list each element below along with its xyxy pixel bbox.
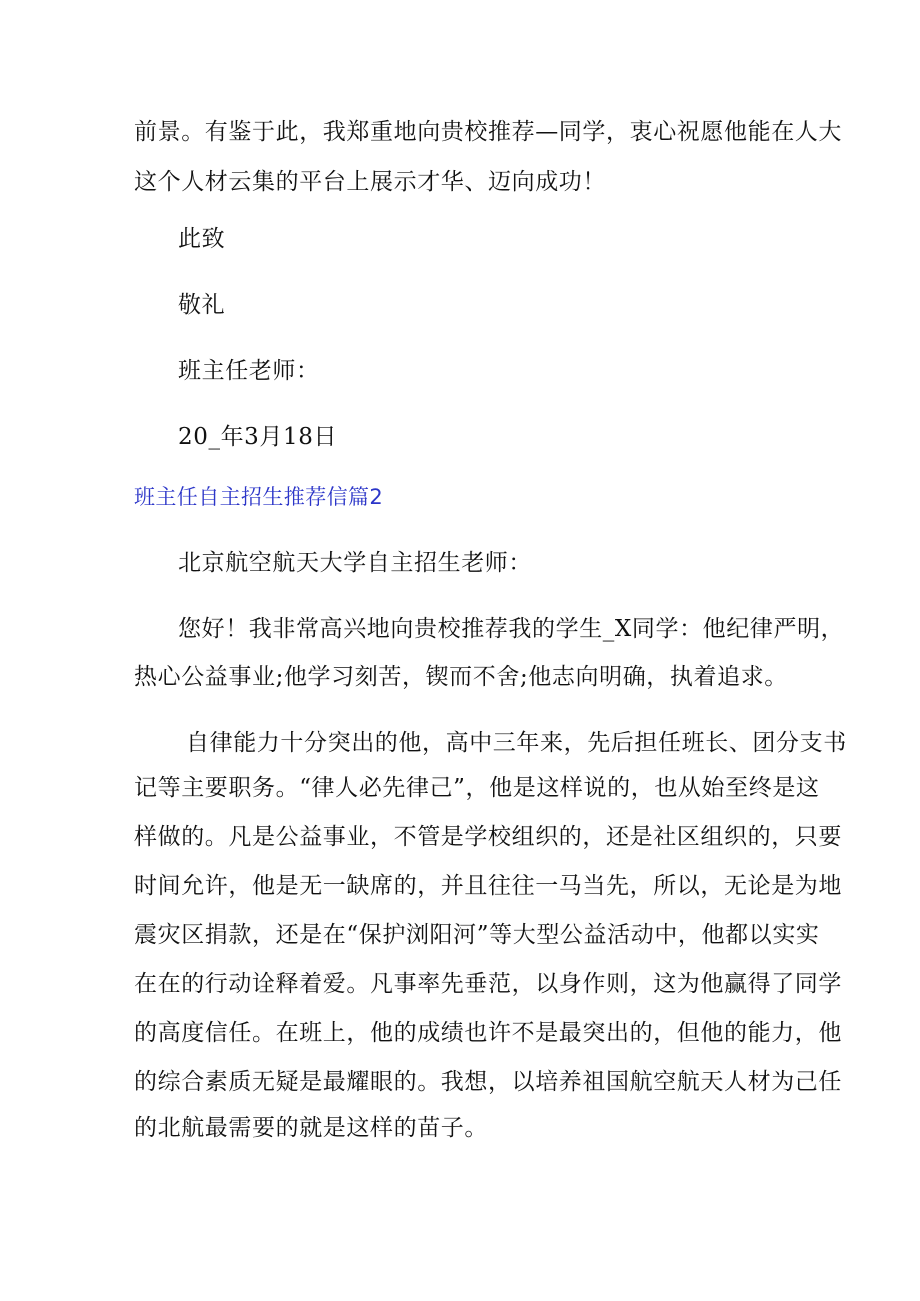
para2-line-2: 记等主要职务。“律人必先律己”，他是这样说的，也从始至终是这 [134, 775, 820, 801]
para2-line-5: 震灾区捐款，还是在“保护浏阳河”等大型公益活动中，他都以实实 [134, 922, 820, 948]
salutation-ci-zhi: 此致 [178, 226, 226, 252]
section-heading: 班主任自主招生推荐信篇2 [134, 485, 384, 509]
letter-date: 20_年3月18日 [178, 424, 338, 450]
para2-line-9: 的北航最需要的就是这样的苗子。 [134, 1115, 488, 1141]
para2-line-7: 的高度信任。在班上，他的成绩也许不是最突出的，但他的能力，他 [134, 1020, 842, 1046]
salutation-jing-li: 敬礼 [178, 292, 226, 318]
para1-line-1: 您好！我非常高兴地向贵校推荐我的学生_X同学：他纪律严明， [178, 616, 845, 642]
para1-line-2: 热心公益事业;他学习刻苦，锲而不舍;他志向明确，执着追求。 [134, 664, 788, 690]
closing-line-2: 这个人材云集的平台上展示才华、迈向成功！ [134, 169, 606, 195]
recipient-line: 北京航空航天大学自主招生老师： [178, 550, 532, 576]
closing-line-1: 前景。有鉴于此，我郑重地向贵校推荐—同学，衷心祝愿他能在人大 [134, 119, 842, 145]
para2-line-3: 样做的。凡是公益事业，不管是学校组织的，还是社区组织的，只要 [134, 824, 842, 850]
para2-line-4: 时间允许，他是无一缺席的，并且往往一马当先，所以，无论是为地 [134, 873, 842, 899]
para2-line-1: 自律能力十分突出的他，高中三年来，先后担任班长、团分支书 [186, 730, 847, 756]
signer-label: 班主任老师： [178, 358, 320, 384]
para2-line-8: 的综合素质无疑是最耀眼的。我想，以培养祖国航空航天人材为己任 [134, 1069, 842, 1095]
para2-line-6: 在在的行动诠释着爱。凡事率先垂范，以身作则，这为他赢得了同学 [134, 971, 842, 997]
